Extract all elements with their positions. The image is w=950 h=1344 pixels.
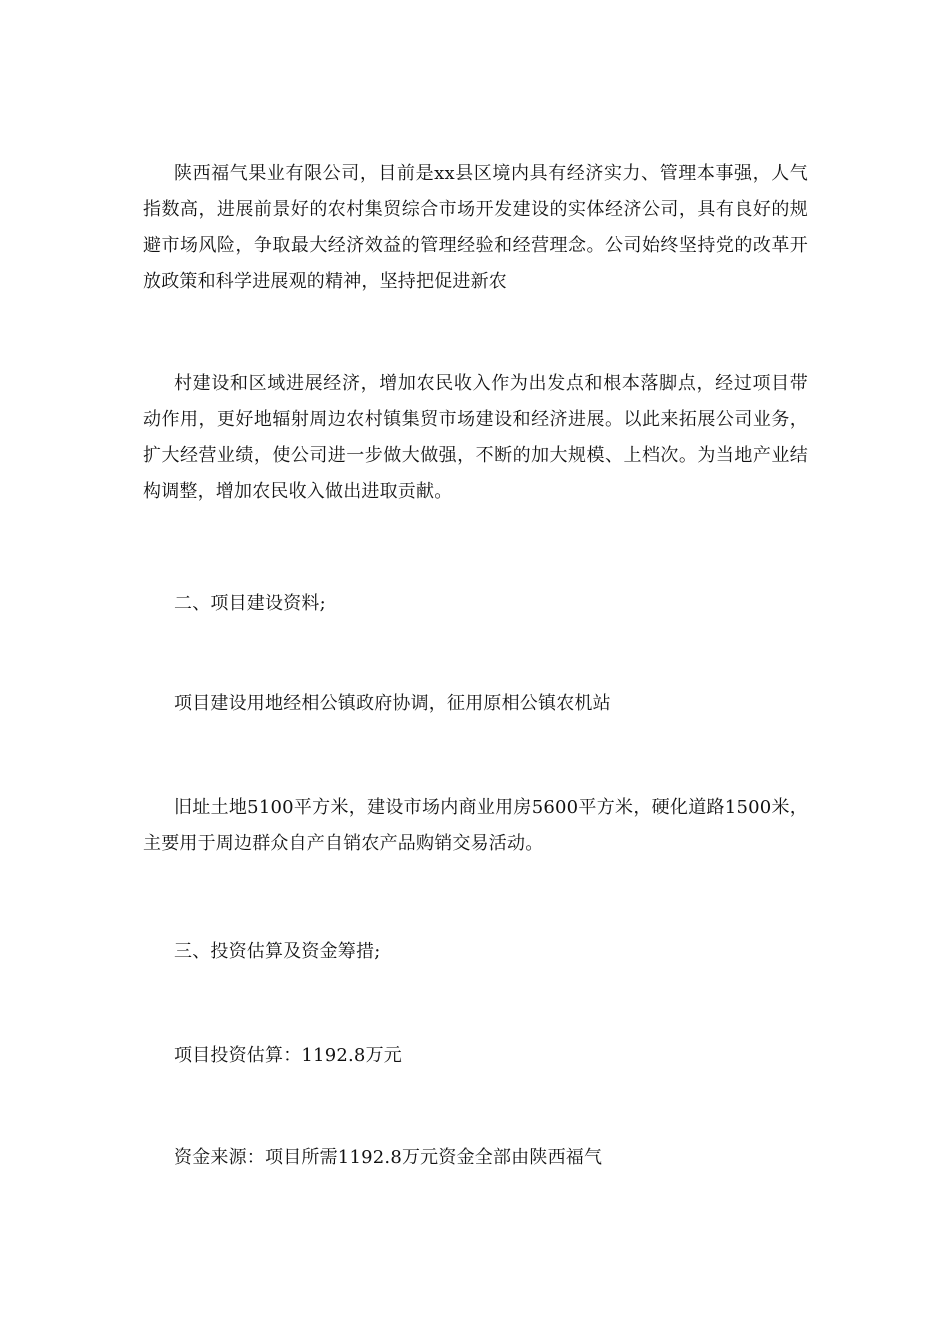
investment-estimate-paragraph: 项目投资估算：1192.8万元 [174,1045,402,1066]
section-heading-project-content: 二、项目建设资料; [174,593,326,614]
construction-scale-paragraph: 旧址土地5100平方米，建设市场内商业用房5600平方米，硬化道路1500米，主要用于周边群众自产自销农产品购销交易活动。 [143,797,808,854]
section-heading-investment: 三、投资估算及资金筹措; [174,941,381,962]
company-goal-paragraph: 村建设和区域进展经济，增加农民收入作为出发点和根本落脚点，经过项目带动作用，更好地辐射周边农村镇集贸市场建设和经济进展。以此来拓展公司业务，扩大经营业绩，使公司进一步做大做强，不断的加大规模、上档次。为当地产业结构调整，增加农民收入做出进取贡献。 [143,373,808,502]
funding-source-paragraph: 资金来源：项目所需1192.8万元资金全部由陕西福气 [174,1147,603,1168]
land-use-paragraph: 项目建设用地经相公镇政府协调，征用原相公镇农机站 [174,693,611,714]
company-intro-paragraph: 陕西福气果业有限公司，目前是xx县区境内具有经济实力、管理本事强，人气指数高，进展前景好的农村集贸综合市场开发建设的实体经济公司，具有良好的规避市场风险，争取最大经济效益的管理经验和经营理念。公司始终坚持党的改革开放政策和科学进展观的精神，坚持把促进新农 [143,163,808,292]
